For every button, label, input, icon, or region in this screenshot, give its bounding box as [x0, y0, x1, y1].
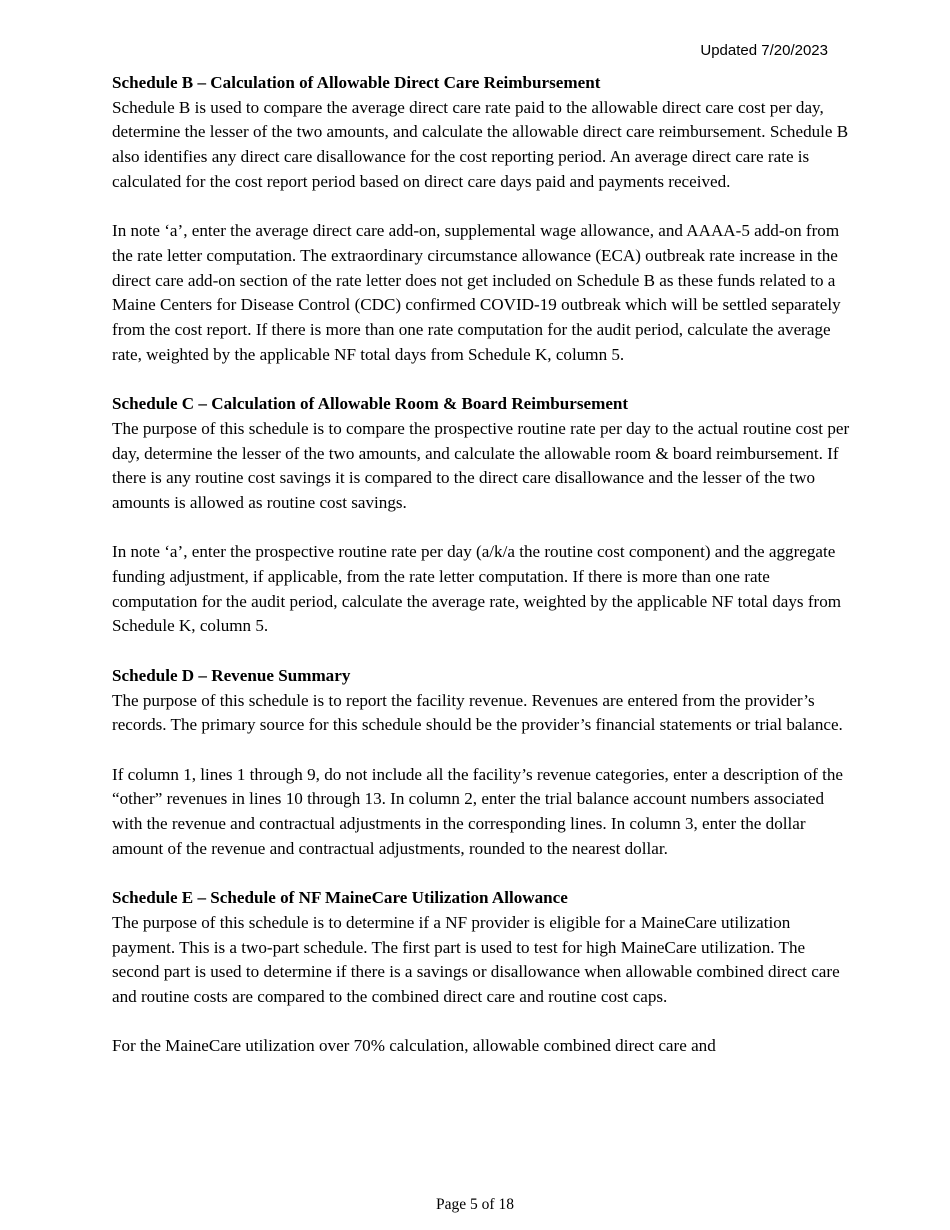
paragraph: The purpose of this schedule is to determine if a NF provider is eligible for a MaineCare utilization payment. This is a two-part schedule. The first part is used to test for high MaineCare utilization. The second part is used to determine if there is a savings or disallowance when allowable combined direct care and routine costs are compared to the combined direct care and routine cost caps.: [112, 912, 840, 1006]
paragraph: Schedule B is used to compare the average direct care rate paid to the allowable direct care cost per day, determine the lesser of the two amounts, and calculate the allowable direct care reimbursement. Schedule B also identifies any direct care disallowance for the cost reporting period. An average direct care rate is calculated for the cost report period based on direct care days paid and payments received.: [112, 97, 849, 191]
section-heading: Schedule E – Schedule of NF MaineCare Utilization Allowance: [112, 888, 568, 908]
updated-date: Updated 7/20/2023: [700, 42, 828, 59]
section-heading: Schedule D – Revenue Summary: [112, 665, 351, 685]
paragraph: The purpose of this schedule is to report the facility revenue. Revenues are entered from the provider’s records. The primary source for this schedule should be the provider’s financial statements or trial balance.: [112, 690, 843, 735]
paragraph: In note ‘a’, enter the prospective routine rate per day (a/k/a the routine cost component) and the aggregate funding adjustment, if applicable, from the rate letter computation. If there is more than one rate computation for the audit period, calculate the average rate, weighted by the applicable NF total days from Schedule K, column 5.: [112, 542, 842, 636]
paragraph: In note ‘a’, enter the average direct care add-on, supplemental wage allowance, and AAAA-5 add-on from the rate letter computation. The extraordinary circumstance allowance (ECA) outbreak rate increase in the direct care add-on section of the rate letter does not get included on Schedule B as these funds related to a Maine Centers for Disease Control (CDC) confirmed COVID-19 outbreak which will be settled separately from the cost report. If there is more than one rate computation for the audit period, calculate the average rate, weighted by the applicable NF total days from Schedule K, column 5.: [112, 221, 841, 364]
paragraph: The purpose of this schedule is to compare the prospective routine rate per day to the actual routine cost per day, determine the lesser of the two amounts, and calculate the allowable room & board reimbursement. If there is any routine cost savings it is compared to the direct care disallowance and the lesser of the two amounts is allowed as routine cost savings.: [112, 418, 850, 512]
section-schedule-c: [112, 392, 850, 639]
document-body: [112, 71, 850, 1084]
section-schedule-b: [112, 71, 850, 367]
section-schedule-e: [112, 886, 850, 1059]
section-heading: Schedule B – Calculation of Allowable Direct Care Reimbursement: [112, 73, 601, 92]
paragraph: If column 1, lines 1 through 9, do not include all the facility’s revenue categories, enter a description of the “other” revenues in lines 10 through 13. In column 2, enter the trial balance account numbers associated with the revenue and contractual adjustments in the corresponding lines. In column 3, enter the dollar amount of the revenue and contractual adjustments, rounded to the nearest dollar.: [112, 764, 844, 858]
section-schedule-d: [112, 664, 850, 862]
section-heading: Schedule C – Calculation of Allowable Room & Board Reimbursement: [112, 394, 629, 414]
page-number: Page 5 of 18: [436, 1196, 514, 1213]
paragraph: For the MaineCare utilization over 70% calculation, allowable combined direct care and: [112, 1036, 716, 1056]
